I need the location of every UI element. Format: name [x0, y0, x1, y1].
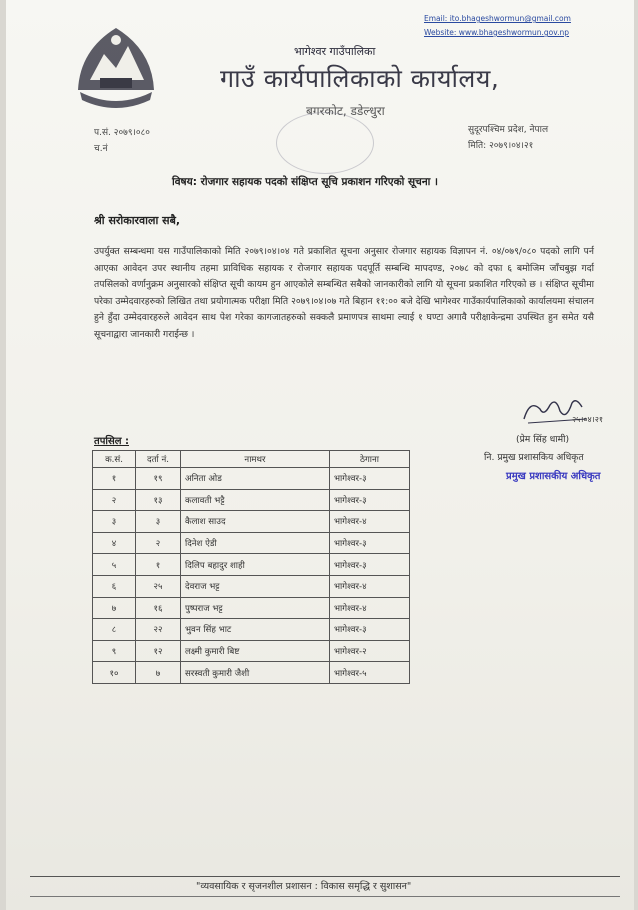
signature-date: २५।०४।२१: [572, 415, 604, 424]
cell-reg-no: ३: [136, 511, 181, 533]
cell-name: कलावती भट्टै: [181, 489, 330, 511]
signatory-name: (प्रेम सिंह धामी): [516, 434, 570, 445]
cell-sn: ८: [93, 619, 136, 641]
table-row: [93, 532, 410, 554]
province-line: सुदूरपश्चिम प्रदेश, नेपाल: [468, 125, 549, 135]
letter-sheet: [6, 0, 634, 910]
cell-address: भागेश्वर-४: [330, 597, 410, 619]
column-header-name: नामथर: [181, 451, 330, 468]
cell-reg-no: १९: [136, 468, 181, 490]
table-row: [93, 511, 410, 533]
table-row: [93, 597, 410, 619]
cell-address: भागेश्वर-३: [330, 489, 410, 511]
cell-reg-no: २: [136, 532, 181, 554]
table-header-row: [93, 451, 410, 468]
signatory-stamp: प्रमुख प्रशासकीय अधिकृत: [506, 471, 601, 482]
cell-address: भागेश्वर-३: [330, 532, 410, 554]
cell-reg-no: १६: [136, 597, 181, 619]
office-address: बगरकोट, डडेल्धुरा: [306, 104, 385, 118]
cell-sn: १: [93, 468, 136, 490]
signatory-title: नि. प्रमुख प्रशासकिय अधिकृत: [484, 452, 584, 463]
cell-reg-no: १३: [136, 489, 181, 511]
cell-address: भागेश्वर-३: [330, 554, 410, 576]
table-row: [93, 554, 410, 576]
column-header-reg-no: दर्ता नं.: [136, 451, 181, 468]
table-row: [93, 489, 410, 511]
table-row: [93, 468, 410, 490]
cell-address: भागेश्वर-४: [330, 511, 410, 533]
letter-greeting: श्री सरोकारवाला सबै,: [94, 214, 181, 227]
office-stamp-mark: [276, 112, 374, 174]
cell-sn: ४: [93, 532, 136, 554]
office-title: गाउँ कार्यपालिकाको कार्यालय,: [220, 64, 500, 93]
cell-name: अनिता ओड: [181, 468, 330, 490]
cell-reg-no: २५: [136, 575, 181, 597]
candidate-table: [92, 450, 410, 684]
cell-sn: ६: [93, 575, 136, 597]
cell-name: देवराज भट्ट: [181, 575, 330, 597]
table-row: [93, 640, 410, 662]
cell-address: भागेश्वर-२: [330, 640, 410, 662]
reference-number: प.सं. २०७९।०८०: [94, 128, 150, 138]
footer-divider-bottom: [30, 896, 620, 897]
table-row: [93, 662, 410, 684]
cell-name: भुवन सिंह भाट: [181, 619, 330, 641]
cell-name: पुष्पराज भट्ट: [181, 597, 330, 619]
cell-address: भागेश्वर-५: [330, 662, 410, 684]
footer-divider-top: [30, 876, 620, 877]
letter-subject: विषय: रोजगार सहायक पदको संक्षिप्त सूचि प्रकाशन गरिएको सूचना ।: [172, 176, 438, 188]
cell-name: सरस्वती कुमारी जैशी: [181, 662, 330, 684]
website-line: Website: www.bhageshwormun.gov.np: [424, 28, 570, 37]
cell-sn: २: [93, 489, 136, 511]
cell-address: भागेश्वर-४: [330, 575, 410, 597]
table-row: [93, 619, 410, 641]
email-line: Email: ito.bhageshwormun@gmail.com: [424, 14, 571, 23]
cell-sn: ५: [93, 554, 136, 576]
office-small-name: भागेश्वर गाउँपालिका: [294, 45, 376, 58]
column-header-address: ठेगाना: [330, 451, 410, 468]
cell-reg-no: २२: [136, 619, 181, 641]
cell-sn: ७: [93, 597, 136, 619]
cell-address: भागेश्वर-३: [330, 619, 410, 641]
footer-motto: "व्यवसायिक र सृजनशील प्रशासन : विकास समृद्धि र सुशासन": [196, 881, 412, 892]
cell-sn: ३: [93, 511, 136, 533]
cell-name: दिलिप बहादुर शाही: [181, 554, 330, 576]
cell-name: लक्ष्मी कुमारी बिष्ट: [181, 640, 330, 662]
cell-sn: १०: [93, 662, 136, 684]
nepal-emblem-icon: [70, 20, 162, 108]
cell-reg-no: १२: [136, 640, 181, 662]
dispatch-number: च.नं: [94, 144, 108, 154]
letter-date: मिति: २०७९।०४।२१: [468, 141, 534, 151]
letter-body: उपर्युक्त सम्बन्धमा यस गाउँपालिकाको मिति २०७९।०४।०४ गते प्रकाशित सूचना अनुसार रोजगार सहायक विज्ञापन नं. ०४/०७९/०८० पदको लागि पर्न आएका आवेदन उपर स्थानीय तहमा प्राविधिक सहायक र रोजगार सहायक पदपूर्ति सम्बन्धि मापदण्ड, २०७८ को दफा ६ बमोजिम जाँचबुझ गर्दा तपसिलको वर्णानुक्रम अनुसारको संक्षिप्त सूची कायम हुन आएकोले सम्बन्धित सबैको जानकारीको लागि यो सूचना प्रकाशित गरिएको छ । संक्षिप्त सूचीमा परेका उम्मेदवारहरुको लिखित तथा प्रयोगात्मक परीक्षा मिति २०७९।०४।०७ गते बिहान ११:०० बजे देखि भागेश्वर गाउँकार्यपालिकाको कार्यालयमा संचालन हुने हुँदा उम्मेदवारहरुले आवेदन साथ पेश गरेका कागजातहरुको सक्कलै प्रमाणपत्र साथमा ल्याई १ घण्टा अगावै परीक्षाकेन्द्रमा उपस्थित हुन समेत यसै सूचनाद्वारा जानकारी गराईन्छ ।: [94, 246, 594, 340]
cell-name: दिनेश ऐडी: [181, 532, 330, 554]
table-row: [93, 575, 410, 597]
cell-address: भागेश्वर-३: [330, 468, 410, 490]
cell-sn: ९: [93, 640, 136, 662]
column-header-sn: क.सं.: [93, 451, 136, 468]
annex-heading: तपसिल :: [94, 436, 129, 447]
cell-reg-no: १: [136, 554, 181, 576]
cell-reg-no: ७: [136, 662, 181, 684]
cell-name: कैलाश साउद: [181, 511, 330, 533]
